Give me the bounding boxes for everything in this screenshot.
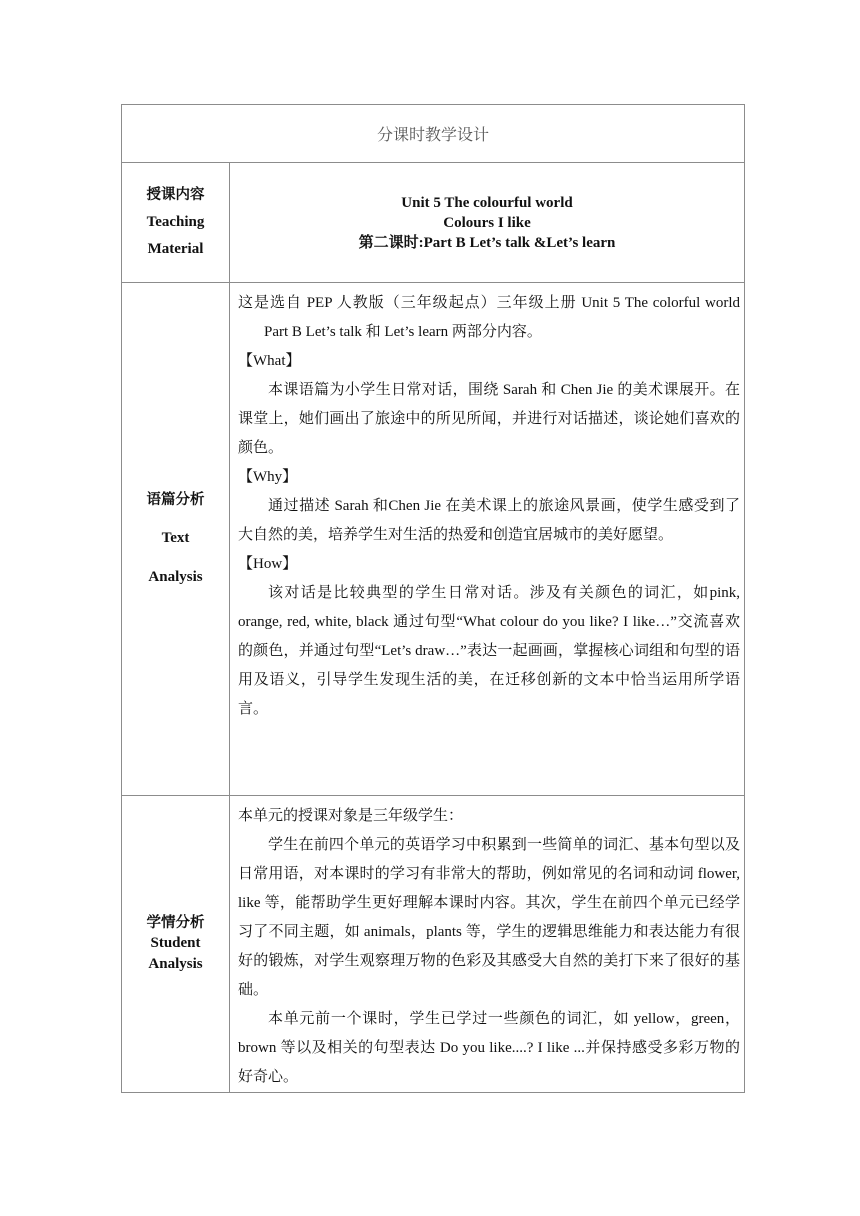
text-analysis-label-en-2: Analysis [148, 569, 203, 586]
teaching-material-label-cn: 授课内容 [146, 187, 205, 204]
student-analysis-paragraph-1: 学生在前四个单元的英语学习中积累到一些简单的词汇、基本句型以及日常用语，对本课时的学习有非常大的帮助，例如常见的名词和动词 flower, like 等，能帮助学生更好理解本课时内容。其次，学生在前四个单元已经学习了不同主题，如 animals，plants 等，学生的逻辑思维能力和表达能力有很好的锻炼，对学生观察理万物的色彩及其感受大自然的美打下来了很好的基础。 [238, 837, 741, 998]
unit-title: Unit 5 The colourful world [401, 194, 573, 211]
teaching-material-content [230, 163, 745, 283]
how-paragraph: 该对话是比较典型的学生日常对话。涉及有关颜色的词汇，如pink, orange, red, white, black 通过句型“What colour do you like? I like…”交流喜欢的颜色，并通过句型“Let’s draw…”表达一起画画，掌握核心词组和句型的语用及语义，引导学生发现生活的美，在迁移创新的文本中恰当运用所学语言。 [238, 585, 741, 717]
teaching-material-label-en-2: Material [147, 240, 204, 257]
text-analysis-label [122, 283, 230, 796]
text-analysis-row [122, 283, 745, 796]
student-analysis-label-en-2: Analysis [148, 956, 203, 973]
teaching-material-label-en-1: Teaching [146, 213, 205, 230]
what-heading: 【What】 [238, 353, 301, 369]
student-analysis-label [122, 796, 230, 1093]
student-analysis-content [230, 796, 745, 1093]
lesson-design-table [121, 104, 745, 1093]
title-row [122, 105, 745, 163]
teaching-material-row [122, 163, 745, 283]
student-analysis-label-cn: 学情分析 [146, 914, 205, 931]
what-paragraph: 本课语篇为小学生日常对话，围绕 Sarah 和 Chen Jie 的美术课展开。在课堂上，她们画出了旅途中的所见所闻，并进行对话描述，谈论她们喜欢的颜色。 [238, 382, 741, 456]
how-heading: 【How】 [238, 556, 298, 572]
text-analysis-label-cn: 语篇分析 [146, 491, 205, 508]
teaching-material-label [122, 163, 230, 283]
student-analysis-label-en-1: Student [150, 935, 201, 952]
period-title: 第二课时:Part B Let’s talk &Let’s learn [358, 234, 616, 251]
student-analysis-intro: 本单元的授课对象是三年级学生： [238, 808, 464, 824]
table-title: 分课时教学设计 [122, 105, 745, 163]
text-analysis-intro: 这是选自 PEP 人教版（三年级起点）三年级上册 Unit 5 The colorful world Part B Let’s talk 和 Let’s learn 两部分内容。 [238, 295, 741, 340]
why-paragraph: 通过描述 Sarah 和Chen Jie 在美术课上的旅途风景画，使学生感受到了大自然的美，培养学生对生活的热爱和创造宜居城市的美好愿望。 [238, 498, 741, 543]
lesson-title: Colours I like [443, 214, 531, 231]
student-analysis-row [122, 796, 745, 1093]
student-analysis-paragraph-2: 本单元前一个课时，学生已学过一些颜色的词汇，如 yellow，green，brown 等以及相关的句型表达 Do you like....? I like ...并保持感受多彩万物的好奇心。 [238, 1011, 741, 1085]
text-analysis-label-en-1: Text [161, 530, 190, 547]
text-analysis-content [230, 283, 745, 796]
why-heading: 【Why】 [238, 469, 298, 485]
